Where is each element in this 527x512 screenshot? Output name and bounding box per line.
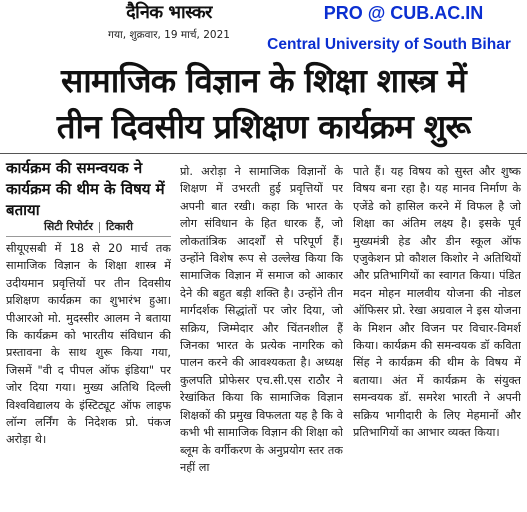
headline-divider: [0, 153, 527, 154]
newspaper-logo: दैनिक भास्कर: [126, 2, 212, 23]
reporter-location: टिकारी: [105, 220, 134, 233]
dateline: गया, शुक्रवार, 19 मार्च, 2021: [108, 29, 230, 41]
byline-divider: [6, 236, 171, 237]
headline-line-1: सामाजिक विज्ञान के शिक्षा शास्त्र में: [61, 61, 466, 100]
headline-line-2: तीन दिवसीय प्रशिक्षण कार्यक्रम शुरू: [56, 107, 471, 146]
university-tag: Central University of South Bihar: [267, 36, 511, 53]
masthead: [94, 2, 244, 42]
article-column-2: प्रो. अरोड़ा ने सामाजिक विज्ञानों के शिक्षण में उभरती हुई प्रवृत्तियों पर अपनी बात रखी। कहा कि भारत के लोग संविधान के हित धारक हैं, जो लोकतांत्रिक आदर्शों से परिपूर्ण हैं। उन्होंने विशेष रूप से उल्लेख किया कि सामाजिक विज्ञान में समाज को आकार देने की बहुत बड़ी शक्ति है। उन्होंने तीन मार्गदर्शक सिद्धांतों पर जोर दिया, जो सक्रिय, जिम्मेदार और चिंतनशील हैं जिनका भारत के प्रत्येक नागरिक को पालन करने की आवश्यकता है। अध्यक्ष कुलपति प्रोफेसर एच.सी.एस राठौर ने रेखांकित किया कि सामाजिक विज्ञान शिक्षकों की प्रमुख विफलता यह है कि वे कभी भी सामाजिक विज्ञान की शिक्षा को ब्लूम के वर्गीकरण के अनुप्रयोग स्तर तक नहीं ला: [180, 165, 343, 474]
headline: [0, 58, 527, 150]
article-column-3: पाते हैं। यह विषय को सुस्त और शुष्क विषय बना रहा है। यह मानव निर्माण के एजेंडे को हासिल करने में विफल है जो शिक्षा का अंतिम लक्ष्य है। इसके पूर्व मुख्यमंत्री हेड और डीन स्कूल ऑफ एजुकेशन प्रो कौशल किशोर ने अतिथियों और प्रतिभागियों का स्वागत किया। पंडित मदन मोहन मालवीय योजना की नोडल ऑफिसर प्रो. रेखा अग्रवाल ने इस योजना के मिशन और विजन पर विचार-विमर्श किया। कार्यक्रम की समन्वयक डॉ कविता सिंह ने कार्यक्रम की थीम के विषय में बताया। अंत में कार्यक्रम के संयुक्त समन्वयक डॉ. समरेश भारती ने अपनी सक्रिय भागीदारी के लिए मेहमानों और प्रतिभागियों का आभार व्यक्त किया।: [353, 165, 521, 440]
subheading: कार्यक्रम की समन्वयक ने कार्यक्रम की थीम के विषय में बताया: [6, 159, 165, 219]
reporter-credit: सिटी रिपोर्टर: [43, 220, 93, 233]
article-column-1: सीयूएसबी में 18 से 20 मार्च तक सामाजिक विज्ञान के शिक्षा शास्त्र में उदीयमान प्रवृत्तियों पर तीन दिवसीय प्रशिक्षण कार्यक्रम का शुभारंभ हुआ। पीआरओ मो. मुदस्सीर आलम ने बताया कि कार्यक्रम को भारतीय संविधान की प्रस्तावना के साथ शुरू किया गया, जिसमें "वी द पीपल ऑफ इंडिया" पर जोर दिया गया। मुख्य अतिथि दिल्ली विश्वविद्यालय के इंस्टिट्यूट ऑफ लाइफ लॉन्ग लर्निंग के निदेशक प्रो. पंकज अरोड़ा थे।: [6, 242, 171, 447]
reporter-line: [6, 219, 171, 234]
pro-tag: PRO @ CUB.AC.IN: [323, 3, 484, 23]
reporter-separator: [99, 222, 100, 233]
